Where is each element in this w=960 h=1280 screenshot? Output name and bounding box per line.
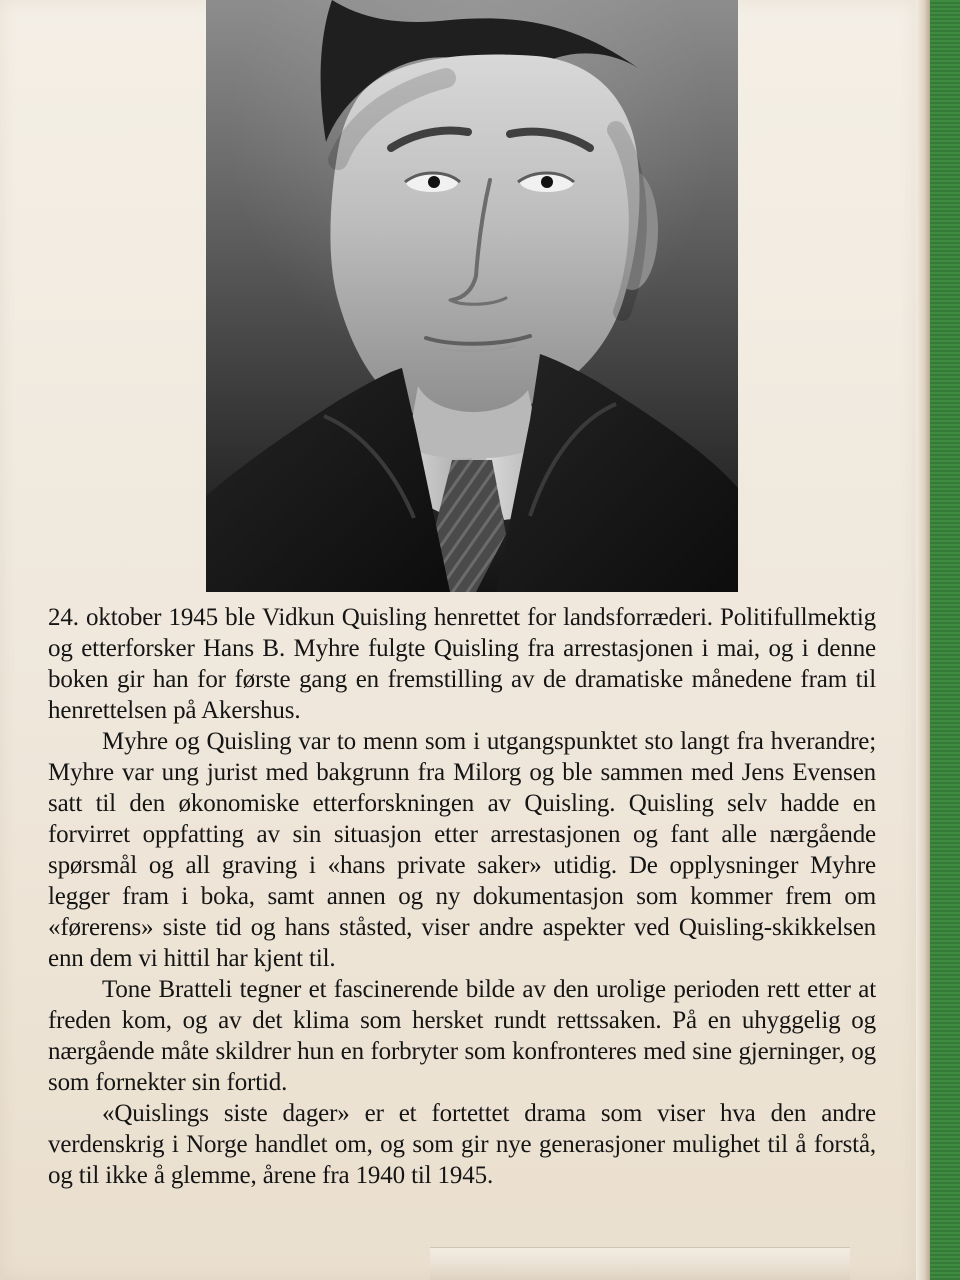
- bottom-paper-curl: [430, 1247, 850, 1280]
- green-felt-surface: [930, 0, 960, 1280]
- portrait-photo: [206, 0, 738, 592]
- description-paragraph-1: 24. oktober 1945 ble Vidkun Quisling henrettet for landsforræderi. Politifullmektig og etterforsker Hans B. Myhre fulgte Quisling fra arrestasjonen i mai, og i denne boken gir han for første gang en fremstilling av de dramatiske månedene fram til henrettelsen på Akershus.: [48, 604, 876, 724]
- portrait-illustration: [206, 0, 738, 592]
- book-description: [48, 602, 876, 1191]
- description-paragraph-2: Myhre og Quisling var to menn som i utgangspunktet sto langt fra hverandre; Myhre var ung jurist med bakgrunn fra Milorg og ble sammen med Jens Evensen satt til den økonomiske etterforskningen av Quisling. Quisling selv hadde en forvirret oppfatting av sin situasjon etter arrestasjonen og fant alle nærgående spørsmål og all graving i «hans private saker» utidig. De opplysninger Myhre legger fram i boka, samt annen og ny dokumentasjon som kommer frem om «førerens» siste tid og hans ståsted, viser andre aspekter ved Quisling-skikkelsen enn dem vi hittil har kjent til.: [48, 728, 876, 972]
- description-paragraph-3: Tone Bratteli tegner et fascinerende bilde av den urolige perioden rett etter at freden kom, og av det klima som hersket rundt rettssaken. På en uhyggelig og nærgående måte skildrer hun en forbryter som konfronteres med sine gjerninger, og som fornekter sin fortid.: [48, 976, 876, 1096]
- book-page-edge: [916, 0, 930, 1280]
- description-paragraph-4: «Quislings siste dager» er et fortettet drama som viser hva den andre verdenskrig i Norge handlet om, og som gir nye generasjoner mulighet til å forstå, og til ikke å glemme, årene fra 1940 til 1945.: [48, 1100, 876, 1189]
